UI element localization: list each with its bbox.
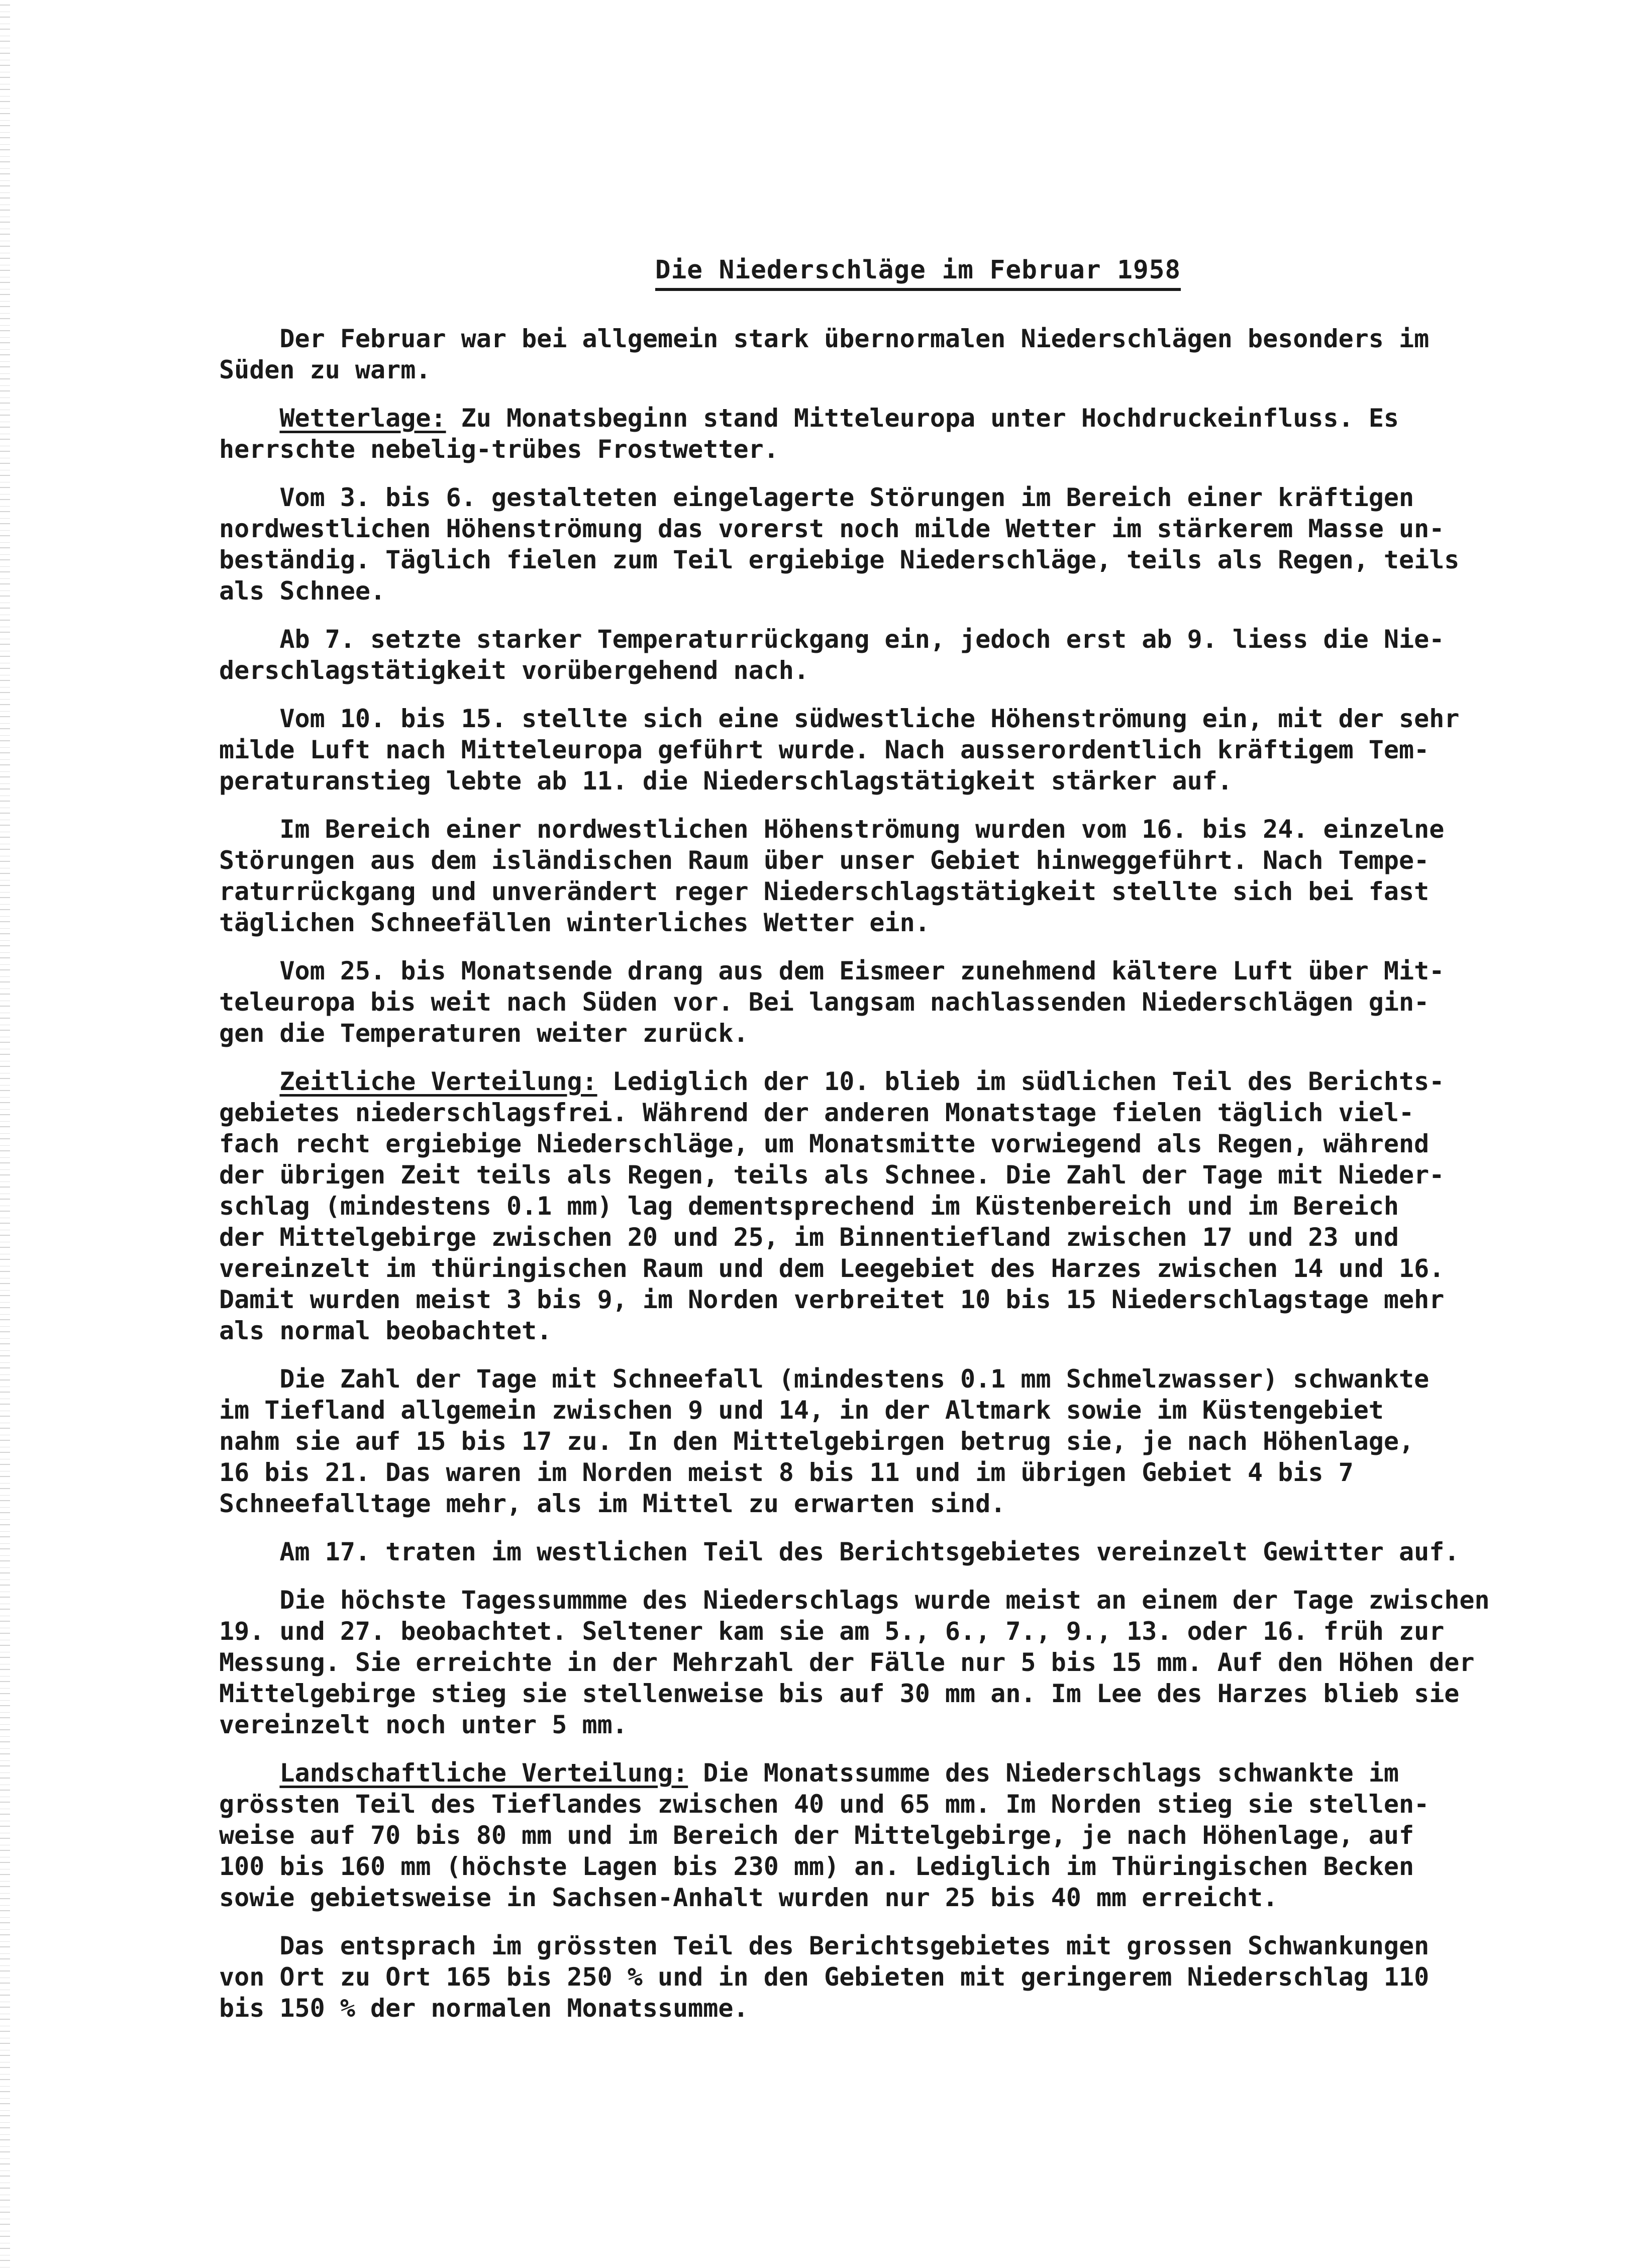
paragraph (219, 1536, 1616, 1567)
indent (219, 1931, 279, 1960)
section-label-zeitliche-verteilung: Zeitliche Verteilung: (279, 1067, 597, 1096)
line: als Schnee. (219, 576, 386, 606)
line: herrschte nebelig-trübes Frostwetter. (219, 435, 779, 464)
line: der übrigen Zeit teils als Regen, teils als Schnee. Die Zahl der Tage mit Nieder- (219, 1160, 1445, 1190)
line: beständig. Täglich fielen zum Teil ergiebige Niederschläge, teils als Regen, teils (219, 545, 1460, 574)
indent (219, 1067, 279, 1096)
line: fach recht ergiebige Niederschläge, um Monatsmitte vorwiegend als Regen, während (219, 1129, 1430, 1158)
line: Im Bereich einer nordwestlichen Höhenströmung wurden vom 16. bis 24. einzelne (279, 815, 1445, 844)
line: vereinzelt noch unter 5 mm. (219, 1710, 628, 1739)
line: Mittelgebirge stieg sie stellenweise bis auf 30 mm an. Im Lee des Harzes blieb sie (219, 1679, 1460, 1708)
line: schlag (mindestens 0.1 mm) lag dementsprechend im Küstenbereich und im Bereich (219, 1192, 1399, 1221)
line: Süden zu warm. (219, 355, 431, 384)
line: teleuropa bis weit nach Süden vor. Bei langsam nachlassenden Niederschlägen gin- (219, 988, 1430, 1017)
line: Der Februar war bei allgemein stark übernormalen Niederschlägen besonders im (279, 324, 1430, 353)
line: 100 bis 160 mm (höchste Lagen bis 230 mm) an. Lediglich im Thüringischen Becken (219, 1852, 1414, 1881)
indent (219, 404, 279, 433)
paragraph-landschaftliche-verteilung (219, 1757, 1616, 1913)
indent (219, 1364, 279, 1394)
paragraph-zeitliche-verteilung (219, 1066, 1616, 1346)
line: gen die Temperaturen weiter zurück. (219, 1019, 749, 1048)
line: nahm sie auf 15 bis 17 zu. In den Mittelgebirgen betrug sie, je nach Höhenlage, (219, 1427, 1414, 1456)
line: bis 150 % der normalen Monatssumme. (219, 1994, 749, 2023)
line: sowie gebietsweise in Sachsen-Anhalt wurden nur 25 bis 40 mm erreicht. (219, 1883, 1278, 1912)
line: von Ort zu Ort 165 bis 250 % und in den Gebieten mit geringerem Niederschlag 110 (219, 1962, 1430, 1992)
paragraph (219, 1363, 1616, 1519)
line: 19. und 27. beobachtet. Seltener kam sie am 5., 6., 7., 9., 13. oder 16. früh zur (219, 1617, 1445, 1646)
scan-edge (0, 0, 10, 2268)
line: Die Monatssumme des Niederschlags schwankte im (688, 1758, 1399, 1788)
line: Vom 10. bis 15. stellte sich eine südwestliche Höhenströmung ein, mit der sehr (279, 704, 1460, 733)
indent (219, 956, 279, 985)
section-label-wetterlage: Wetterlage: (279, 404, 446, 433)
line: Vom 3. bis 6. gestalteten eingelagerte Störungen im Bereich einer kräftigen (279, 483, 1414, 512)
line: als normal beobachtet. (219, 1316, 552, 1345)
section-label-landschaftliche-verteilung: Landschaftliche Verteilung: (279, 1758, 688, 1788)
line: vereinzelt im thüringischen Raum und dem Leegebiet des Harzes zwischen 14 und 16. (219, 1254, 1445, 1283)
paragraph (219, 703, 1616, 797)
line: Das entsprach im grössten Teil des Berichtsgebietes mit grossen Schwankungen (279, 1931, 1430, 1960)
indent (219, 483, 279, 512)
page-title (220, 255, 1616, 285)
paragraph (219, 1585, 1616, 1740)
line: Damit wurden meist 3 bis 9, im Norden verbreitet 10 bis 15 Niederschlagstage mehr (219, 1285, 1445, 1314)
paragraph (219, 482, 1616, 607)
line: Zu Monatsbeginn stand Mitteleuropa unter Hochdruckeinfluss. Es (446, 404, 1399, 433)
line: im Tiefland allgemein zwischen 9 und 14, in der Altmark sowie im Küstengebiet (219, 1396, 1384, 1425)
indent (219, 1758, 279, 1788)
line: peraturanstieg lebte ab 11. die Niederschlagstätigkeit stärker auf. (219, 766, 1233, 796)
line: weise auf 70 bis 80 mm und im Bereich der Mittelgebirge, je nach Höhenlage, auf (219, 1821, 1414, 1850)
indent (219, 815, 279, 844)
indent (219, 1586, 279, 1615)
line: milde Luft nach Mitteleuropa geführt wurde. Nach ausserordentlich kräftigem Tem- (219, 735, 1430, 764)
indent (219, 1537, 279, 1566)
line: Die Zahl der Tage mit Schneefall (mindestens 0.1 mm Schmelzwasser) schwankte (279, 1364, 1430, 1394)
line: Messung. Sie erreichte in der Mehrzahl der Fälle nur 5 bis 15 mm. Auf den Höhen der (219, 1648, 1475, 1677)
line: nordwestlichen Höhenströmung das vorerst noch milde Wetter im stärkerem Masse un- (219, 514, 1445, 543)
line: grössten Teil des Tieflandes zwischen 40 und 65 mm. Im Norden stieg sie stellen- (219, 1790, 1430, 1819)
line: der Mittelgebirge zwischen 20 und 25, im Binnentiefland zwischen 17 und 23 und (219, 1223, 1399, 1252)
document-page (219, 255, 1616, 2041)
paragraph-wetterlage (219, 403, 1616, 465)
line: gebietes niederschlagsfrei. Während der anderen Monatstage fielen täglich viel- (219, 1098, 1414, 1127)
line: 16 bis 21. Das waren im Norden meist 8 bis 11 und im übrigen Gebiet 4 bis 7 (219, 1458, 1354, 1487)
indent (219, 704, 279, 733)
indent (219, 324, 279, 353)
line: Am 17. traten im westlichen Teil des Berichtsgebietes vereinzelt Gewitter auf. (279, 1537, 1460, 1566)
paragraph (219, 955, 1616, 1049)
paragraph (219, 1930, 1616, 2024)
paragraph (219, 814, 1616, 938)
line: Schneefalltage mehr, als im Mittel zu erwarten sind. (219, 1489, 1006, 1518)
page-title-text: Die Niederschläge im Februar 1958 (655, 255, 1181, 291)
paragraph (219, 624, 1616, 686)
line: Vom 25. bis Monatsende drang aus dem Eismeer zunehmend kältere Luft über Mit- (279, 956, 1445, 985)
line: Lediglich der 10. blieb im südlichen Teil des Berichts- (597, 1067, 1445, 1096)
paragraph-intro (219, 323, 1616, 385)
line: raturrückgang und unverändert reger Niederschlagstätigkeit stellte sich bei fast (219, 877, 1430, 906)
line: Störungen aus dem isländischen Raum über unser Gebiet hinweggeführt. Nach Tempe- (219, 846, 1430, 875)
line: derschlagstätigkeit vorübergehend nach. (219, 656, 809, 685)
line: Ab 7. setzte starker Temperaturrückgang ein, jedoch erst ab 9. liess die Nie- (279, 625, 1445, 654)
indent (219, 625, 279, 654)
line: Die höchste Tagessummme des Niederschlags wurde meist an einem der Tage zwischen (279, 1586, 1490, 1615)
line: täglichen Schneefällen winterliches Wetter ein. (219, 908, 930, 937)
